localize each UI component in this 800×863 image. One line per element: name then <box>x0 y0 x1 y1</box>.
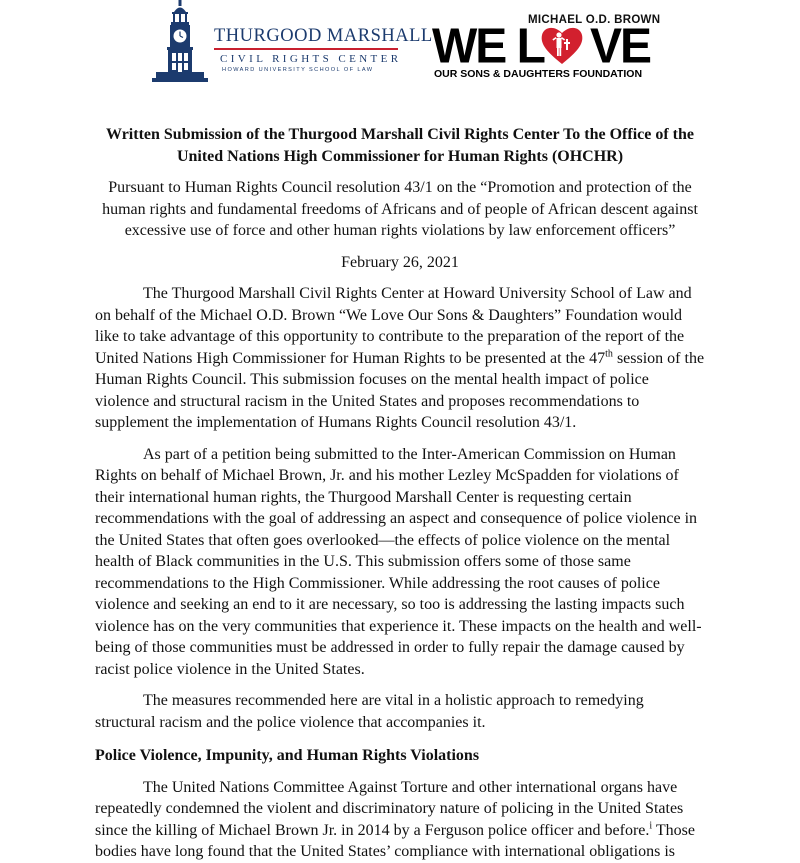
wordmark-ve: VE <box>589 19 651 74</box>
thurgood-marshall-logo <box>152 0 433 82</box>
heart-icon <box>539 22 585 68</box>
logo-title: THURGOOD MARSHALL <box>214 26 433 46</box>
paragraph-3: The measures recommended here are vital in a holistic approach to remedying structural racism and the police violence that accompanies it. <box>95 692 644 731</box>
submission-date: February 26, 2021 <box>341 253 459 271</box>
footnote-sup-th: th <box>605 348 613 360</box>
footnote-ref-i[interactable]: i <box>649 820 653 832</box>
logo-subtitle: CIVIL RIGHTS CENTER <box>220 53 402 65</box>
foundation-name-bottom: OUR SONS & DAUGHTERS FOUNDATION <box>434 68 643 80</box>
document-body <box>95 124 705 863</box>
paragraph-1: The Thurgood Marshall Civil Rights Center at Howard University School of Law and on behalf of the Michael O.D. Brown “We Love Our Sons & Daughters” Foundation would like to take advantage of this opportunity to contribute to the preparation of the report of the United Nations High Commissioner for Human Rights to be presented at the 47th session of the Human Rights Council. This submission focuses on the mental health impact of police violence and structural racism in the United States and proposes recommendations to supplement the implementation of Humans Rights Council resolution 43/1. <box>95 285 705 431</box>
section-heading: Police Violence, Impunity, and Human Rights Violations <box>95 747 480 764</box>
resolution-intro: Pursuant to Human Rights Council resolution 43/1 on the “Promotion and protection of the human rights and fundamental freedoms of Africans and of people of African descent against excessive use of force and other human rights violations by law enforcement officers” <box>102 179 698 239</box>
clock-tower-icon <box>152 0 208 82</box>
we-love-foundation-logo <box>428 14 661 84</box>
logo-divider <box>214 48 398 50</box>
wordmark-we-l: WE L <box>432 19 544 74</box>
document-heading: Written Submission of the Thurgood Marshall Civil Rights Center To the Office of the United Nations High Commissioner for Human Rights (OHCHR) <box>105 126 695 165</box>
paragraph-4: The United Nations Committee Against Torture and other international organs have repeatedly condemned the violent and discriminatory nature of policing in the United States since the killing of Michael Brown Jr. in 2014 by a Ferguson police officer and before.$^i$ Those bodies have long found that the United States’ compliance with international obligations is <box>95 778 695 860</box>
logo-tagline: HOWARD UNIVERSITY SCHOOL OF LAW <box>222 67 374 73</box>
paragraph-2: As part of a petition being submitted to the Inter-American Commission on Human Rights on behalf of Michael Brown, Jr. and his mother Lezley McSpadden for violations of their international human rights, the Thurgood Marshall Center is requesting certain recommendations with the goal of addressing an aspect and consequence of police violence in the United States that often goes overlooked—the effects of police violence on the mental health of Black communities in the U.S. This submission offers some of those same recommendations to the High Commissioner. While addressing the root causes of police violence and seeking an end to it are necessary, so too is addressing the lasting impacts such violence has on the very communities that experience it. These impacts on the health and well-being of those communities must be addressed in order to fully repair the damage caused by racist police violence in the United States. <box>95 445 702 678</box>
foundation-name-top: MICHAEL O.D. BROWN <box>528 14 661 26</box>
